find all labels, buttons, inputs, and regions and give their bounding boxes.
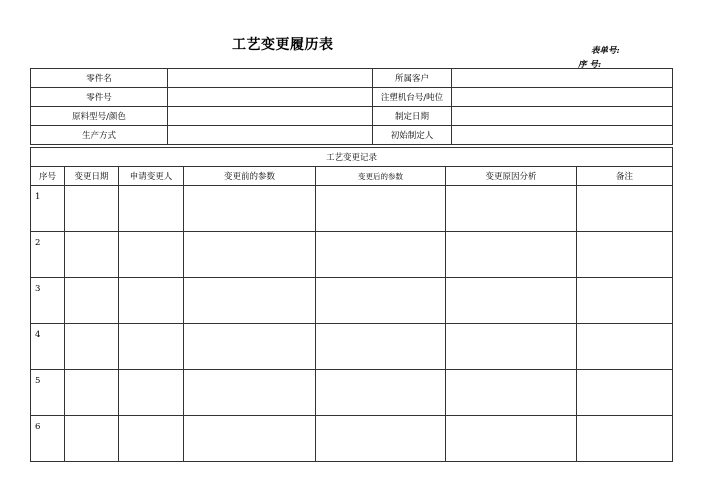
part-name-field[interactable] (168, 69, 373, 88)
row-number: 6 (31, 416, 65, 462)
column-header-serial: 序号 (31, 167, 65, 186)
change-date-cell[interactable] (65, 186, 119, 232)
reason-cell[interactable] (446, 186, 577, 232)
change-date-cell[interactable] (65, 416, 119, 462)
remarks-cell[interactable] (577, 416, 673, 462)
applicant-cell[interactable] (119, 186, 184, 232)
reason-cell[interactable] (446, 278, 577, 324)
machine-tonnage-label: 注塑机台号/吨位 (373, 88, 452, 107)
params-before-cell[interactable] (184, 416, 316, 462)
customer-field[interactable] (452, 69, 673, 88)
table-row (31, 278, 673, 324)
part-info-table (30, 68, 673, 145)
params-before-cell[interactable] (184, 232, 316, 278)
part-number-label: 零件号 (31, 88, 168, 107)
machine-tonnage-field[interactable] (452, 88, 673, 107)
change-date-cell[interactable] (65, 370, 119, 416)
column-header-reason: 变更原因分析 (446, 167, 577, 186)
row-number: 4 (31, 324, 65, 370)
change-records-table (30, 147, 673, 462)
params-after-cell[interactable] (316, 416, 446, 462)
reason-cell[interactable] (446, 416, 577, 462)
row-number: 3 (31, 278, 65, 324)
params-before-cell[interactable] (184, 186, 316, 232)
applicant-cell[interactable] (119, 232, 184, 278)
made-date-label: 制定日期 (373, 107, 452, 126)
reason-cell[interactable] (446, 324, 577, 370)
material-color-label: 原料型号/颜色 (31, 107, 168, 126)
reason-cell[interactable] (446, 370, 577, 416)
section-title: 工艺变更记录 (31, 148, 673, 167)
params-after-cell[interactable] (316, 370, 446, 416)
change-date-cell[interactable] (65, 232, 119, 278)
serial-number-label: 序 号: (578, 60, 602, 70)
made-date-field[interactable] (452, 107, 673, 126)
form-title: 工艺变更履历表 (232, 37, 334, 53)
params-after-cell[interactable] (316, 324, 446, 370)
table-row (31, 416, 673, 462)
part-name-label: 零件名 (31, 69, 168, 88)
params-before-cell[interactable] (184, 324, 316, 370)
params-after-cell[interactable] (316, 186, 446, 232)
remarks-cell[interactable] (577, 370, 673, 416)
row-number: 2 (31, 232, 65, 278)
remarks-cell[interactable] (577, 232, 673, 278)
params-after-cell[interactable] (316, 232, 446, 278)
table-row (31, 186, 673, 232)
row-number: 1 (31, 186, 65, 232)
table-row (31, 232, 673, 278)
reason-cell[interactable] (446, 232, 577, 278)
change-date-cell[interactable] (65, 324, 119, 370)
column-header-applicant: 申请变更人 (119, 167, 184, 186)
initial-maker-label: 初始制定人 (373, 126, 452, 145)
production-mode-field[interactable] (168, 126, 373, 145)
params-before-cell[interactable] (184, 278, 316, 324)
remarks-cell[interactable] (577, 186, 673, 232)
form-number-label: 表单号: (591, 46, 620, 56)
column-header-params-after: 变更后的参数 (316, 167, 446, 186)
column-header-change-date: 变更日期 (65, 167, 119, 186)
row-number: 5 (31, 370, 65, 416)
remarks-cell[interactable] (577, 278, 673, 324)
change-date-cell[interactable] (65, 278, 119, 324)
customer-label: 所属客户 (373, 69, 452, 88)
applicant-cell[interactable] (119, 278, 184, 324)
applicant-cell[interactable] (119, 416, 184, 462)
applicant-cell[interactable] (119, 324, 184, 370)
column-header-params-before: 变更前的参数 (184, 167, 316, 186)
initial-maker-field[interactable] (452, 126, 673, 145)
material-color-field[interactable] (168, 107, 373, 126)
table-row (31, 370, 673, 416)
production-mode-label: 生产方式 (31, 126, 168, 145)
column-header-remarks: 备注 (577, 167, 673, 186)
table-row (31, 324, 673, 370)
applicant-cell[interactable] (119, 370, 184, 416)
part-number-field[interactable] (168, 88, 373, 107)
remarks-cell[interactable] (577, 324, 673, 370)
params-before-cell[interactable] (184, 370, 316, 416)
params-after-cell[interactable] (316, 278, 446, 324)
